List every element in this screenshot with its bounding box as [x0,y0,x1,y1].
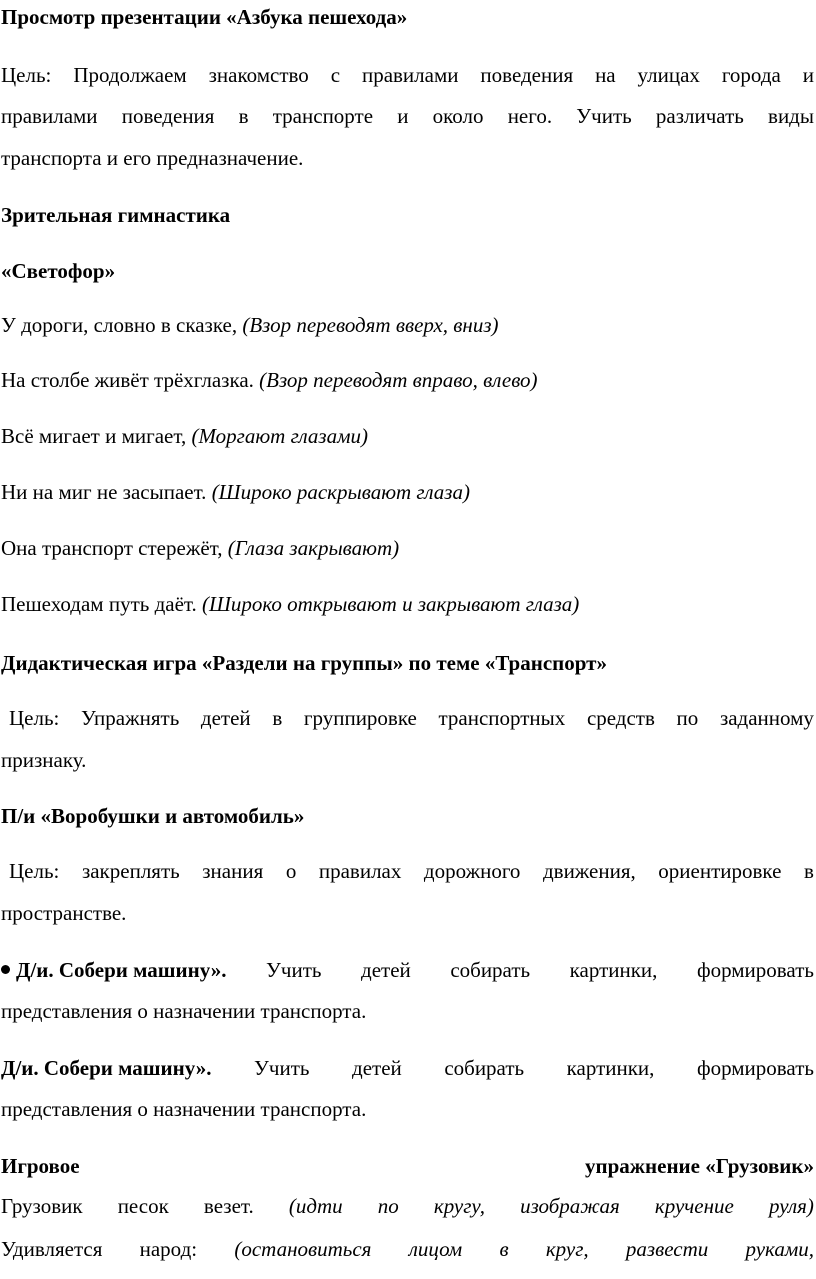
didactic-goal-line-2: признаку. [1,748,87,772]
word: (остановиться [234,1237,372,1261]
game-1-line-2: представления о назначении транспорта. [1,999,367,1023]
word: группировке [303,706,417,730]
word: собирать [450,958,531,982]
word: улицах [637,63,700,87]
outdoor-goal-line-1 [9,858,814,884]
word: везет. [203,1194,254,1218]
poem-line [1,591,814,617]
word: детей [200,706,251,730]
word: Учить [254,1056,310,1080]
word: и [397,104,409,128]
word: Учить [266,958,322,982]
word: около [432,104,484,128]
word: по [377,1194,399,1218]
poem-instruction: (Широко открывают и закрывают глаза) [202,592,580,616]
word: различать [655,104,744,128]
word: картинки, [566,1056,655,1080]
poem-line [1,535,814,561]
poem-text: На столбе живёт трёхглазка. [1,368,260,392]
word: на [595,63,616,87]
word: лицом [408,1237,463,1261]
word: Удивляется [1,1237,103,1261]
word: народ: [139,1237,198,1261]
word: Цель: [9,706,60,730]
word: в [499,1237,509,1261]
word: по [676,706,699,730]
poem-instruction: (Взор переводят вправо, влево) [259,368,538,392]
word: дорожного [423,859,521,883]
didactic-game-heading: Дидактическая игра «Раздели на группы» по теме «Транспорт» [1,651,607,675]
word: изображая [520,1194,620,1218]
word: Учить [576,104,632,128]
word: поведения [480,63,574,87]
word: знакомство [208,63,309,87]
poem-text: У дороги, словно в сказке, [1,313,243,337]
poem-line [1,423,814,449]
poem-line [1,312,814,338]
outdoor-game-heading: П/и «Воробушки и автомобиль» [1,804,305,828]
word: поведения [121,104,215,128]
word: с [330,63,341,87]
gymnastics-name: «Светофор» [1,259,116,283]
word: правилами [361,63,459,87]
word: транспорте [272,104,374,128]
game-1-line-1 [1,957,814,983]
exercise-heading-right: упражнение «Грузовик» [585,1154,814,1178]
goal-line-1 [1,62,814,88]
word: руля) [768,1194,814,1218]
poem-text: Всё мигает и мигает, [1,424,192,448]
poem-instruction: (Широко раскрывают глаза) [211,480,470,504]
word: о [285,859,297,883]
poem-line [1,479,814,505]
gymnastics-heading: Зрительная гимнастика [1,203,231,227]
word: правилах [318,859,402,883]
exercise-heading-left: Игровое [1,1154,80,1178]
game-2-line-2: представления о назначении транспорта. [1,1097,367,1121]
word: него. [507,104,553,128]
word: руками, [745,1237,814,1261]
exercise-line-1 [1,1193,814,1219]
word: Грузовик [1,1194,83,1218]
word: транспортных [438,706,566,730]
word: в [803,859,814,883]
word: города [721,63,781,87]
word: средств [586,706,655,730]
word: Продолжаем [73,63,187,87]
word: в [272,706,283,730]
word: развести [625,1237,709,1261]
game-1-bold: Д/и. Собери машину». [1,957,226,983]
goal-line-3: транспорта и его предназначение. [1,146,304,170]
word: правилами [1,104,98,128]
didactic-goal-line-1 [9,705,814,731]
word: ориентировке [658,859,782,883]
word: Упражнять [81,706,180,730]
poem-text: Она транспорт стережёт, [1,536,228,560]
poem-text: Пешеходам путь даёт. [1,592,203,616]
exercise-line-2 [1,1236,814,1262]
word: (идти [288,1194,343,1218]
word: движения, [542,859,636,883]
word: круг, [545,1237,589,1261]
poem-line [1,367,814,393]
word: в [238,104,249,128]
word: и [802,63,814,87]
word: формировать [696,958,814,982]
word: песок [117,1194,169,1218]
word: знания [202,859,264,883]
game-2-line-1 [1,1055,814,1081]
poem-text: Ни на миг не засыпает. [1,480,212,504]
bullet-icon [1,965,10,974]
exercise-heading [1,1153,814,1179]
word: формировать [696,1056,814,1080]
word: картинки, [569,958,658,982]
document-title: Просмотр презентации «Азбука пешехода» [1,5,408,29]
game-2-bold: Д/и. Собери машину». [1,1056,212,1080]
word: кручение [654,1194,734,1218]
word: Цель: [9,859,60,883]
poem-instruction: (Взор переводят вверх, вниз) [242,313,499,337]
word: закреплять [81,859,180,883]
word: собирать [444,1056,525,1080]
poem-instruction: (Моргают глазами) [191,424,369,448]
word: заданному [719,706,814,730]
word: детей [352,1056,402,1080]
word: детей [361,958,411,982]
poem-instruction: (Глаза закрывают) [227,536,400,560]
word: кругу, [433,1194,485,1218]
word: виды [768,104,814,128]
goal-line-2 [1,103,814,129]
word: Цель: [1,63,52,87]
outdoor-goal-line-2: пространстве. [1,901,127,925]
